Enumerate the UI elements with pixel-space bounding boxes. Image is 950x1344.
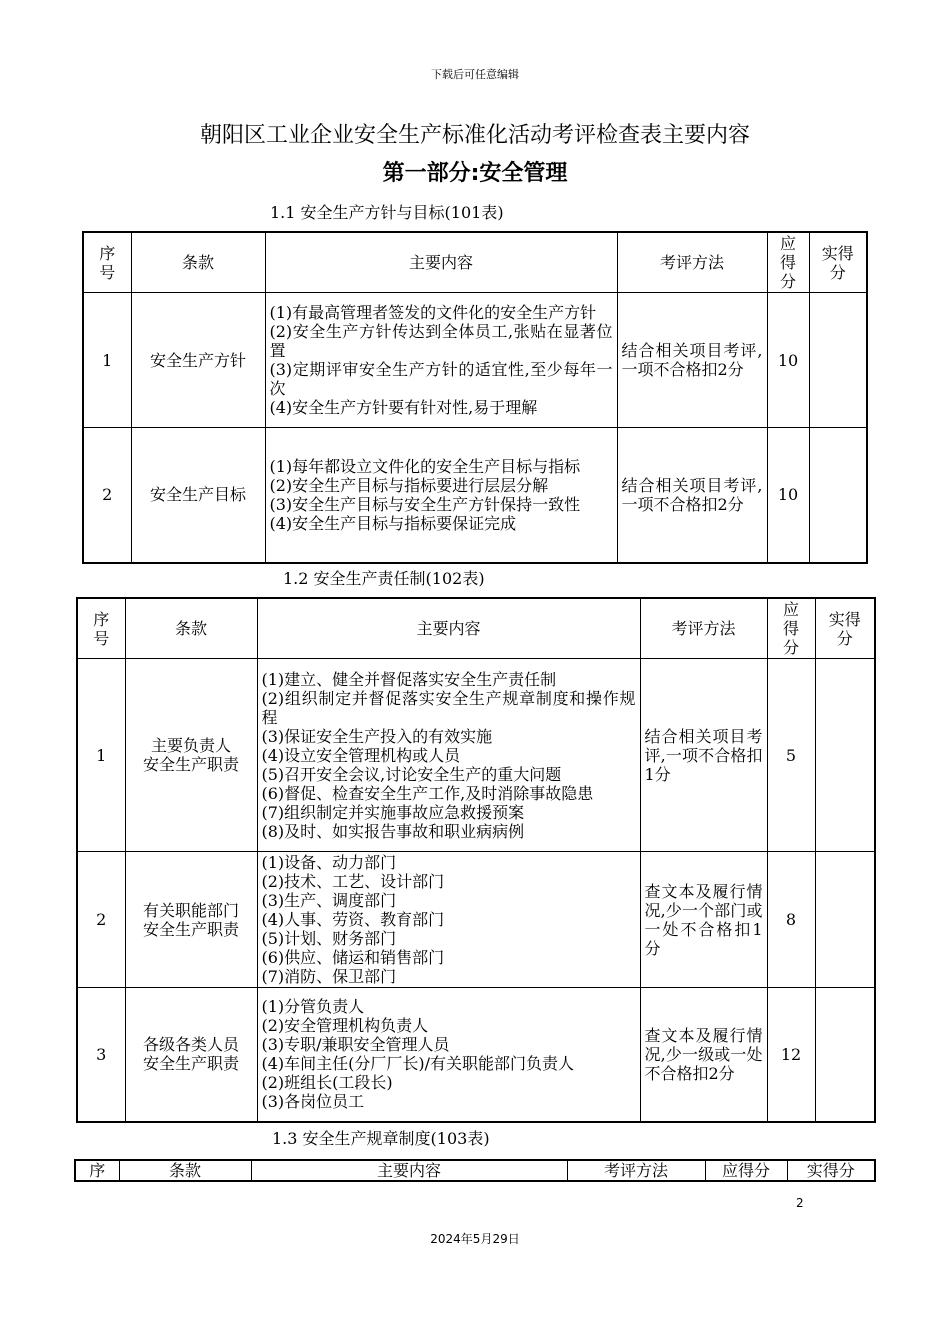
row-actual [815,852,875,988]
table-header-row [75,1160,875,1181]
footer-date: 2024年5月29日 [430,1232,520,1246]
table-102 [76,597,876,1123]
row-method: 结合相关项目考评,一项不合格扣2分 [617,293,767,428]
col-method-header: 考评方法 [567,1160,705,1181]
row-method: 查文本及履行情况,少一个部门或一处不合格扣1分 [640,852,767,988]
row-seq: 2 [83,428,131,563]
table-103 [74,1159,876,1182]
table-row [77,852,875,988]
table-row [83,293,867,428]
table-header-row [83,232,867,293]
page-number: 2 [796,1196,804,1210]
header-note: 下载后可任意编辑 [431,68,519,81]
row-content: (1)建立、健全并督促落实安全生产责任制 (2)组织制定并督促落实安全生产规章制度和操作规程 (3)保证安全生产投入的有效实施 (4)设立安全管理机构或人员 (5)召开安全会议,讨论安全生产的重大问题 (6)督促、检查安全生产工作,及时消除事故隐患 (7)组织制定并实施事故应急救援预案 (8)及时、如实报告事故和职业病病例 [257,659,640,852]
col-clause-header: 条款 [119,1160,251,1181]
col-actual-header: 实得分 [815,598,875,659]
row-score: 10 [767,428,809,563]
col-actual-header: 实得分 [787,1160,875,1181]
row-clause: 有关职能部门 安全生产职责 [125,852,257,988]
row-method: 结合相关项目考评,一项不合格扣1分 [640,659,767,852]
row-clause: 各级各类人员 安全生产职责 [125,988,257,1122]
col-method-header: 考评方法 [617,232,767,293]
row-score: 8 [767,852,815,988]
table-row [77,988,875,1122]
col-clause-header: 条款 [125,598,257,659]
col-content-header: 主要内容 [251,1160,567,1181]
row-actual [815,988,875,1122]
row-seq: 2 [77,852,125,988]
row-actual [809,428,867,563]
row-clause: 主要负责人 安全生产职责 [125,659,257,852]
table-header-row [77,598,875,659]
table-row [83,428,867,563]
col-actual-header: 实得分 [809,232,867,293]
col-content-header: 主要内容 [257,598,640,659]
col-seq-header: 序号 [77,598,125,659]
col-content-header: 主要内容 [265,232,617,293]
row-content: (1)有最高管理者签发的文件化的安全生产方针 (2)安全生产方针传达到全体员工,张贴在显著位置 (3)定期评审安全生产方针的适宜性,至少每年一次 (4)安全生产方针要有针对性,易于理解 [265,293,617,428]
col-clause-header: 条款 [131,232,265,293]
col-method-header: 考评方法 [640,598,767,659]
document-title: 朝阳区工业企业安全生产标准化活动考评检查表主要内容 [199,123,750,148]
row-score: 5 [767,659,815,852]
col-score-header: 应得分 [767,232,809,293]
row-score: 12 [767,988,815,1122]
row-seq: 1 [77,659,125,852]
col-score-header: 应得分 [705,1160,787,1181]
row-content: (1)分管负责人 (2)安全管理机构负责人 (3)专职/兼职安全管理人员 (4)车间主任(分厂厂长)/有关职能部门负责人 (2)班组长(工段长) (3)各岗位员工 [257,988,640,1122]
row-score: 10 [767,293,809,428]
row-content: (1)每年都设立文件化的安全生产目标与指标 (2)安全生产目标与指标要进行层层分解 (3)安全生产目标与安全生产方针保持一致性 (4)安全生产目标与指标要保证完成 [265,428,617,563]
row-seq: 1 [83,293,131,428]
table-101 [82,231,868,564]
section-1-1-title: 1.1 安全生产方针与目标(101表) [270,203,504,222]
row-method: 结合相关项目考评,一项不合格扣2分 [617,428,767,563]
col-score-header: 应得分 [767,598,815,659]
section-1-2-title: 1.2 安全生产责任制(102表) [283,569,485,588]
row-actual [809,293,867,428]
row-clause: 安全生产方针 [131,293,265,428]
col-seq-header: 序号 [83,232,131,293]
row-actual [815,659,875,852]
part-title: 第一部分:安全管理 [382,161,568,186]
col-seq-header: 序 [75,1160,119,1181]
section-1-3-title: 1.3 安全生产规章制度(103表) [272,1129,490,1148]
table-row [77,659,875,852]
row-content: (1)设备、动力部门 (2)技术、工艺、设计部门 (3)生产、调度部门 (4)人事、劳资、教育部门 (5)计划、财务部门 (6)供应、储运和销售部门 (7)消防、保卫部门 [257,852,640,988]
row-seq: 3 [77,988,125,1122]
row-clause: 安全生产目标 [131,428,265,563]
row-method: 查文本及履行情况,少一级或一处不合格扣2分 [640,988,767,1122]
